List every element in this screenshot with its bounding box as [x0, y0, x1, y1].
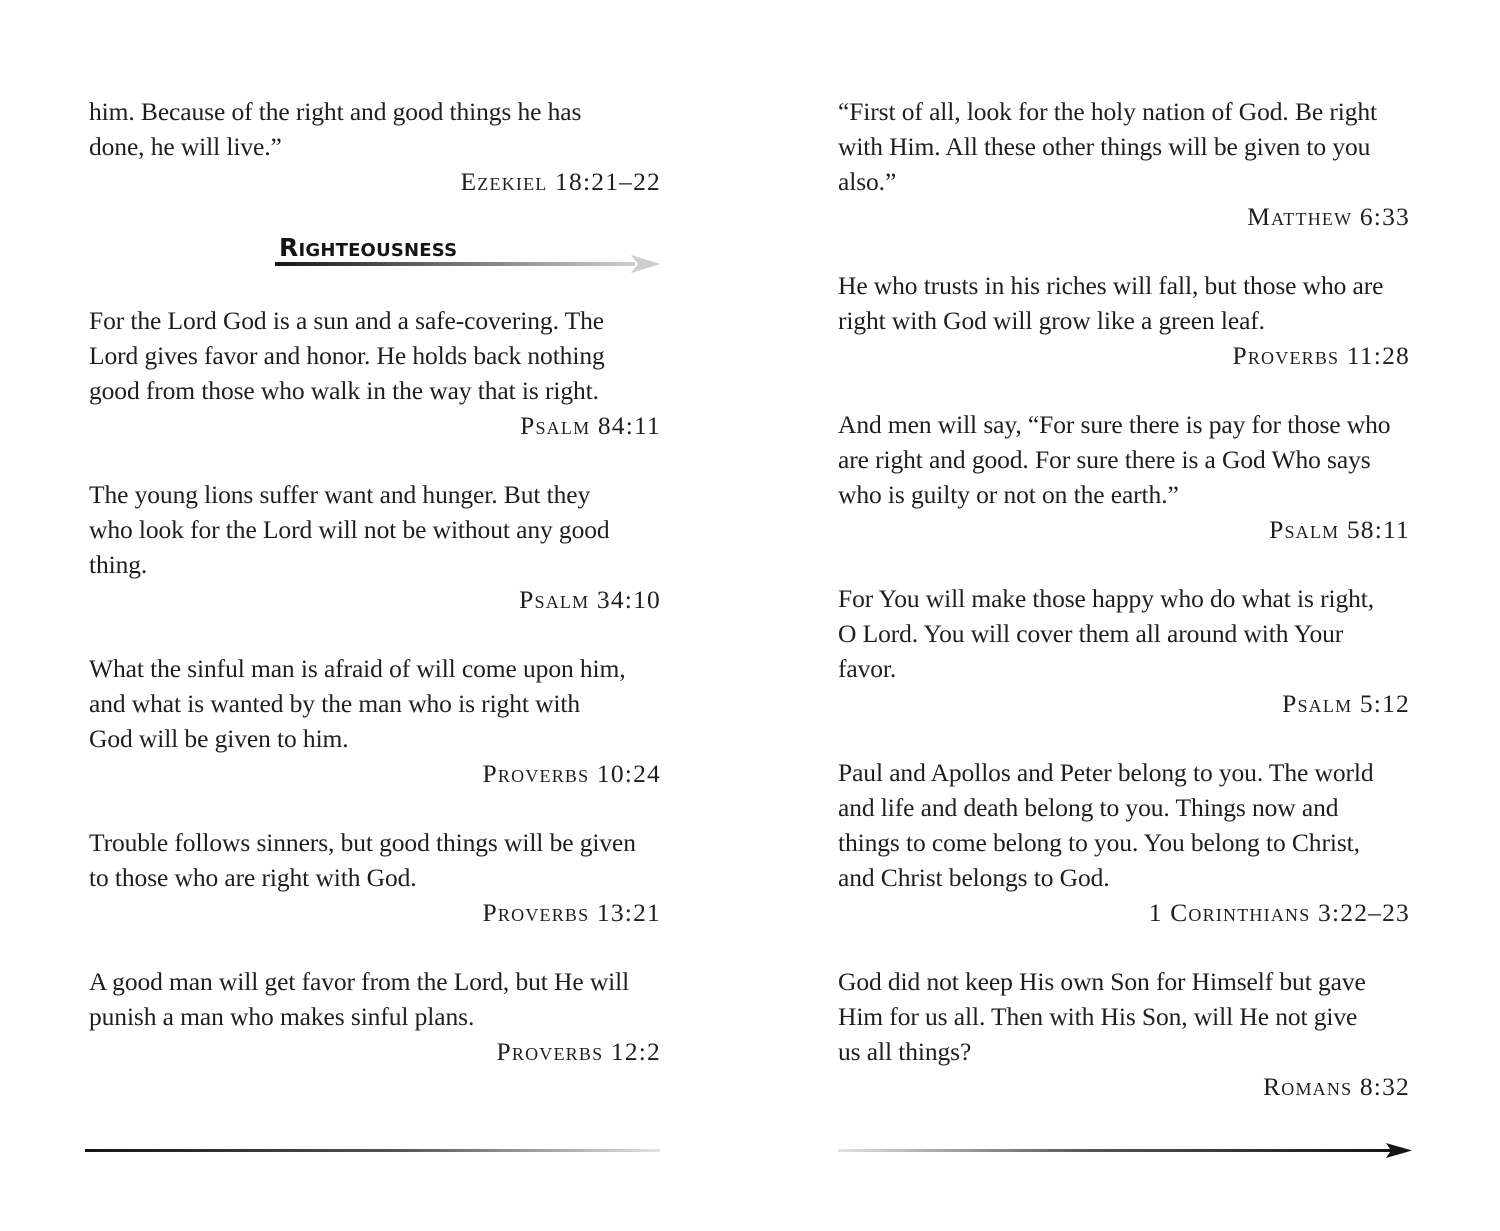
verse-line: him. Because of the right and good things he has	[89, 97, 582, 126]
verse-text	[838, 755, 1410, 895]
verse-reference: Proverbs 12:2	[496, 1037, 661, 1066]
verse-line: God did not keep His own Son for Himself but gave	[838, 967, 1366, 996]
verse-reference: Psalm 58:11	[1269, 515, 1410, 544]
verse-text	[89, 303, 661, 408]
verse-line: with Him. All these other things will be given to you	[838, 132, 1371, 161]
verse-reference: Romans 8:32	[1263, 1072, 1410, 1101]
verse-line: also.”	[838, 167, 897, 196]
verse-text	[838, 964, 1410, 1069]
verse-line: Paul and Apollos and Peter belong to you. The world	[838, 758, 1374, 787]
verse-line: punish a man who makes sinful plans.	[89, 1002, 475, 1031]
verse-text	[89, 964, 661, 1034]
verse-reference: Proverbs 10:24	[482, 759, 661, 788]
verse-line: who is guilty or not on the earth.”	[838, 480, 1179, 509]
verse-reference: Psalm 34:10	[519, 585, 661, 614]
verse-line: Trouble follows sinners, but good things will be given	[89, 828, 636, 857]
section-title: Righteousness	[279, 233, 458, 262]
verse-line: For You will make those happy who do what is right,	[838, 584, 1375, 613]
verse-reference: Ezekiel 18:21–22	[460, 167, 661, 196]
verse-reference: Psalm 84:11	[520, 411, 661, 440]
verse-text	[89, 825, 661, 895]
verse-line: “First of all, look for the holy nation of God. Be right	[838, 97, 1378, 126]
section-heading	[275, 226, 661, 276]
verse-line: and Christ belongs to God.	[838, 863, 1110, 892]
verse-line: who look for the Lord will not be without any good	[89, 515, 610, 544]
verse-text	[838, 268, 1410, 338]
verse-line: and life and death belong to you. Things now and	[838, 793, 1339, 822]
verse-line: us all things?	[838, 1037, 972, 1066]
verse-line: to those who are right with God.	[89, 863, 417, 892]
verse-reference: Matthew 6:33	[1247, 202, 1410, 231]
verse-line: right with God will grow like a green leaf.	[838, 306, 1265, 335]
verse-line: Lord gives favor and honor. He holds back nothing	[89, 341, 605, 370]
verse-text	[838, 581, 1410, 686]
verse-line: are right and good. For sure there is a God Who says	[838, 445, 1371, 474]
verse-line: He who trusts in his riches will fall, but those who are	[838, 271, 1384, 300]
verse-reference: Proverbs 11:28	[1232, 341, 1410, 370]
verse-line: A good man will get favor from the Lord, but He will	[89, 967, 630, 996]
heading-arrow-icon	[275, 254, 661, 276]
verse-line: The young lions suffer want and hunger. But they	[89, 480, 591, 509]
verse-text	[89, 651, 661, 756]
verse-text	[838, 407, 1410, 512]
verse-line: And men will say, “For sure there is pay for those who	[838, 410, 1391, 439]
verse-line: What the sinful man is afraid of will come upon him,	[89, 654, 626, 683]
verse-reference: Proverbs 13:21	[482, 898, 661, 927]
verse-line: O Lord. You will cover them all around with Your	[838, 619, 1344, 648]
verse-line: and what is wanted by the man who is right with	[89, 689, 581, 718]
verse-line: done, he will live.”	[89, 132, 282, 161]
verse-line: good from those who walk in the way that is right.	[89, 376, 599, 405]
verse-line: God will be given to him.	[89, 724, 349, 753]
verse-line: For the Lord God is a sun and a safe-covering. The	[89, 306, 605, 335]
continued-verse-text	[89, 94, 661, 164]
verse-reference: Psalm 5:12	[1282, 689, 1410, 718]
verse-text	[89, 477, 661, 582]
verse-reference: 1 Corinthians 3:22–23	[1148, 898, 1410, 927]
verse-line: Him for us all. Then with His Son, will He not give	[838, 1002, 1358, 1031]
verse-line: thing.	[89, 550, 148, 579]
verse-text	[838, 94, 1410, 199]
verse-line: favor.	[838, 654, 897, 683]
verse-line: things to come belong to you. You belong to Christ,	[838, 828, 1360, 857]
left-footer-rule	[85, 1141, 660, 1161]
right-footer-arrow-icon	[838, 1141, 1412, 1161]
